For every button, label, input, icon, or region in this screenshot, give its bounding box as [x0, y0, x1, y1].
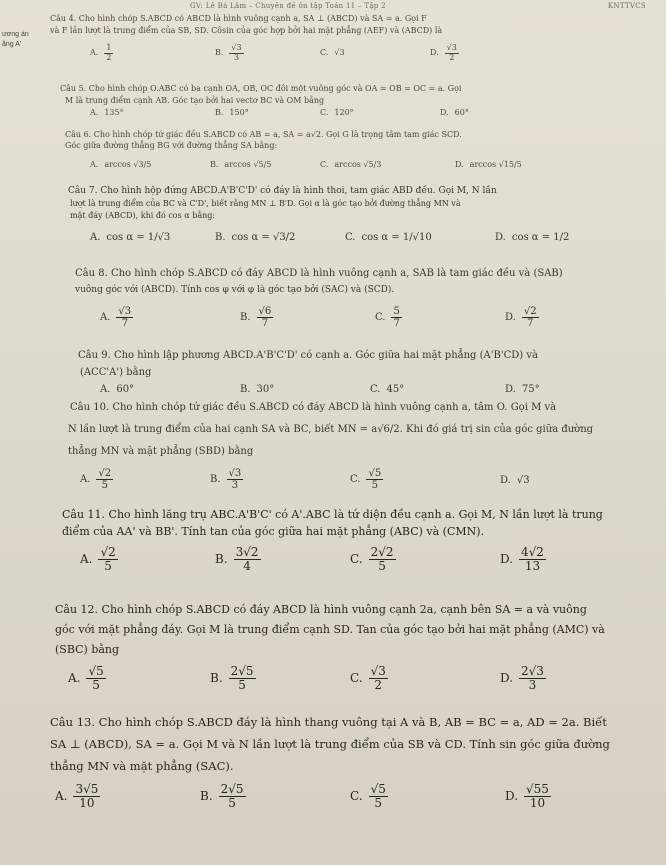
question-text: M là trung điểm cạnh AB. Góc tạo bởi hai vectơ BC và OM bằng [65, 96, 325, 105]
option-b: B. 30° [240, 384, 275, 395]
question-text: vuông góc với (ABCD). Tính cos φ với φ là góc tạo bởi (SAC) và (SCD). [75, 285, 395, 295]
question-text: Câu 5. Cho hình chóp O.ABC có ba cạnh OA, OB, OC đôi một vuông góc và OA = OB = OC = a. Gọi [60, 84, 462, 93]
option-a: A. $\frac{√3}{7}$ [100, 306, 132, 329]
option-d: D. $\frac{2√3}{3}$ [500, 664, 544, 693]
option-b: B. $\frac{3√2}{4}$ [215, 545, 259, 574]
option-b: B. $\frac{√3}{3}$ [215, 43, 242, 62]
option-d: D. √3 [500, 475, 530, 486]
option-c: C. arccos √5/3 [320, 160, 382, 169]
option-c: C. 45° [370, 384, 405, 395]
option-c: C. $\frac{5}{7}$ [375, 306, 400, 329]
option-a: A. $\frac{1}{2}$ [90, 43, 112, 62]
question-text: lượt là trung điểm của BC và C'D', biết rằng MN ⊥ B'D. Gọi α là góc tạo bởi đường thẳng MN và [70, 199, 461, 208]
header-title: GV: Lê Bá Lâm – Chuyên đề ôn tập Toán 11 – Tập 2 [190, 2, 386, 10]
option-c: C. 120° [320, 108, 354, 117]
option-b: B. arccos √5/5 [210, 160, 272, 169]
option-c: C. $\frac{√5}{5}$ [350, 782, 386, 811]
option-a: A. $\frac{√2}{5}$ [80, 545, 116, 574]
option-b: B. cos α = √3/2 [215, 232, 296, 243]
question-text: N lần lượt là trung điểm của hai cạnh SA và BC, biết MN = a√6/2. Khi đó giá trị sin của góc giữa đường [68, 424, 594, 435]
option-a: A. $\frac{√2}{5}$ [80, 468, 112, 491]
question-text: Câu 7. Cho hình hộp đứng ABCD.A'B'C'D' có đáy là hình thoi, tam giác ABD đều. Gọi M, N lần [68, 186, 497, 196]
option-d: D. 60° [440, 108, 469, 117]
question-text: Câu 4. Cho hình chóp S.ABCD có ABCD là hình vuông cạnh a, SA ⊥ (ABCD) và SA = a. Gọi F [50, 14, 427, 23]
option-c: C. cos α = 1/√10 [345, 232, 432, 243]
header-code: KNTTVCS [607, 2, 646, 10]
question-text: Câu 10. Cho hình chóp tứ giác đều S.ABCD có đáy ABCD là hình vuông cạnh a, tâm O. Gọi M và [70, 402, 557, 413]
question-text: SA ⊥ (ABCD), SA = a. Gọi M và N lần lượt là trung điểm của SB và CD. Tính sin góc giữa đường [50, 737, 610, 751]
question-text: Câu 9. Cho hình lập phương ABCD.A'B'C'D' có cạnh a. Góc giữa hai mặt phẳng (A'B'CD) và [78, 350, 538, 361]
option-a: A. $\frac{3√5}{10}$ [55, 782, 99, 811]
option-c: C. $\frac{√3}{2}$ [350, 664, 386, 693]
question-text: Câu 6. Cho hình chóp tứ giác đều S.ABCD có AB = a, SA = a√2. Gọi G là trọng tâm tam giác SCD. [65, 130, 462, 139]
question-text: góc với mặt phẳng đáy. Gọi M là trung điểm cạnh SD. Tan của góc tạo bởi hai mặt phẳng (AMC) và [55, 623, 605, 636]
option-d: D. cos α = 1/2 [495, 232, 570, 243]
option-a: A. cos α = 1/√3 [90, 232, 171, 243]
option-b: B. $\frac{√6}{7}$ [240, 306, 272, 329]
margin-note: ăng A' [2, 41, 22, 48]
option-d: D. 75° [505, 384, 540, 395]
question-text: mặt đáy (ABCD), khi đó cos α bằng: [70, 211, 216, 220]
option-a: A. 60° [100, 384, 135, 395]
margin-note: ương án [2, 31, 29, 38]
option-c: C. $\frac{√5}{5}$ [350, 468, 382, 491]
question-text: (ACC'A') bằng [80, 367, 152, 378]
question-text: Góc giữa đường thẳng BG với đường thẳng SA bằng: [65, 141, 278, 150]
option-c: C. $\frac{2√2}{5}$ [350, 545, 394, 574]
option-d: D. $\frac{√3}{2}$ [430, 43, 457, 62]
question-text: thẳng MN và mặt phẳng (SBD) bằng [68, 446, 254, 457]
option-d: D. $\frac{√2}{7}$ [505, 306, 537, 329]
option-b: B. $\frac{√3}{3}$ [210, 468, 242, 491]
option-d: D. arccos √15/5 [455, 160, 522, 169]
question-text: Câu 13. Cho hình chóp S.ABCD đáy là hình thang vuông tại A và B, AB = BC = a, AD = 2a. Biết [50, 715, 607, 729]
option-d: D. $\frac{√55}{10}$ [505, 782, 549, 811]
option-b: B. $\frac{2√5}{5}$ [200, 782, 244, 811]
question-text: thẳng MN và mặt phẳng (SAC). [50, 759, 234, 773]
question-text: Câu 8. Cho hình chóp S.ABCD có đáy ABCD là hình vuông cạnh a, SAB là tam giác đều và (SAB) [75, 268, 563, 279]
option-d: D. $\frac{4√2}{13}$ [500, 545, 544, 574]
page-header [190, 2, 646, 14]
question-text: Câu 12. Cho hình chóp S.ABCD có đáy ABCD là hình vuông cạnh 2a, cạnh bên SA = a và vuông [55, 603, 587, 616]
option-b: B. $\frac{2√5}{5}$ [210, 664, 254, 693]
question-text: điểm của AA' và BB'. Tính tan của góc giữa hai mặt phẳng (ABC) và (CMN). [62, 525, 485, 538]
question-text: (SBC) bằng [55, 643, 120, 656]
option-a: A. $\frac{√5}{5}$ [68, 664, 104, 693]
option-b: B. 150° [215, 108, 249, 117]
option-a: A. 135° [90, 108, 124, 117]
option-c: C. √3 [320, 48, 345, 57]
question-text: và F lần lượt là trung điểm của SB, SD. Côsin của góc hợp bởi hai mặt phẳng (AEF) và (ABCD) là [50, 26, 443, 35]
question-text: Câu 11. Cho hình lăng trụ ABC.A'B'C' có A'.ABC là tứ diện đều cạnh a. Gọi M, N lần lượt là trung [62, 508, 603, 521]
option-a: A. arccos √3/5 [90, 160, 152, 169]
